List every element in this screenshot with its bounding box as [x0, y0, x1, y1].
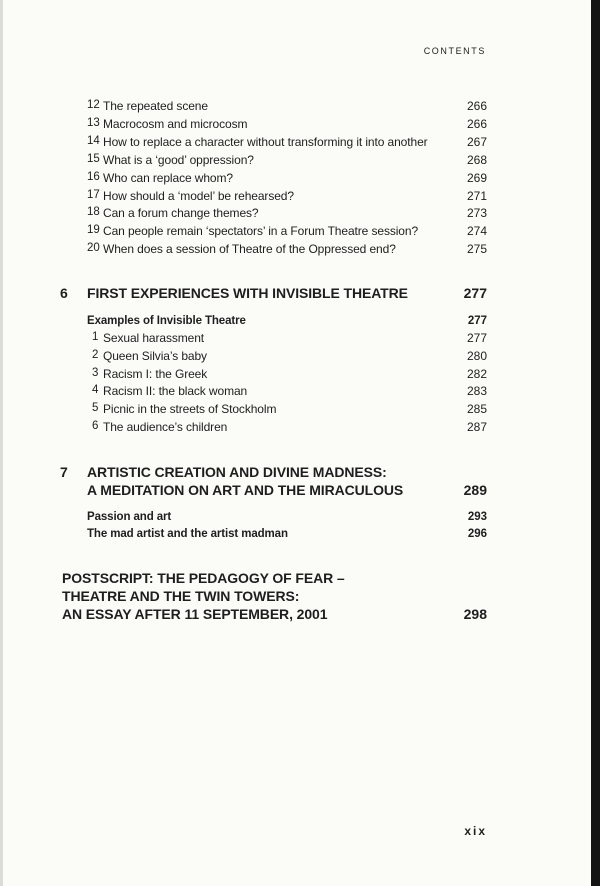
chapter-7-entry-line2 [0, 482, 600, 500]
toc-entry [0, 331, 600, 349]
entry-number: 20 [87, 242, 100, 255]
entry-title: How should a ‘model’ be rehearsed? [103, 188, 294, 203]
toc-entry [0, 135, 600, 153]
chapter-6-entry [0, 285, 600, 303]
entry-title: Picnic in the streets of Stockholm [103, 402, 277, 417]
entry-number: 2 [92, 348, 99, 361]
entry-page: 287 [466, 420, 487, 434]
toc-entry [0, 349, 600, 367]
entry-page: 275 [466, 242, 487, 257]
entry-title: The repeated scene [103, 99, 208, 113]
postscript-title-line2: THEATRE AND THE TWIN TOWERS: [62, 588, 300, 604]
entry-title: Can people remain ‘spectators’ in a Forum Theatre session? [103, 224, 419, 239]
entry-page: 277 [466, 331, 487, 345]
entry-number: 17 [87, 188, 100, 201]
subheading-title: Examples of Invisible Theatre [87, 315, 246, 327]
postscript-line3 [0, 606, 600, 624]
chapter-title: FIRST EXPERIENCES WITH INVISIBLE THEATRE [87, 285, 408, 301]
entry-page: 282 [466, 366, 487, 381]
postscript-line2 [0, 588, 600, 606]
toc-entry [0, 206, 600, 224]
entry-number: 16 [87, 170, 100, 183]
toc-entry [0, 189, 600, 207]
entry-page: 285 [466, 402, 487, 417]
chapter-title-line2: A MEDITATION ON ART AND THE MIRACULOUS [87, 482, 404, 498]
entry-page: 267 [466, 134, 487, 149]
entry-page: 274 [466, 224, 487, 239]
entry-title: What is a ‘good’ oppression? [103, 152, 254, 167]
entry-title: How to replace a character without transforming it into another [103, 134, 428, 149]
toc-entry [0, 367, 600, 385]
entry-page: 268 [466, 152, 487, 167]
chapter-page: 277 [463, 285, 487, 301]
entry-title: Macrocosm and microcosm [103, 116, 248, 131]
entry-number: 13 [87, 116, 100, 129]
running-head: CONTENTS [423, 46, 486, 56]
entry-title: When does a session of Theatre of the Oppressed end? [103, 242, 396, 257]
entry-number: 3 [92, 366, 99, 379]
entry-title: The audience’s children [103, 420, 228, 434]
toc-entry [0, 224, 600, 242]
toc-entry [0, 384, 600, 402]
toc-entry [0, 153, 600, 171]
entry-page: 266 [466, 116, 487, 131]
entry-number: 4 [92, 384, 99, 397]
toc-entry [0, 402, 600, 420]
subheading-title: The mad artist and the artist madman [87, 528, 288, 540]
entry-title: Sexual harassment [103, 331, 205, 345]
subheading-page: 277 [467, 315, 487, 327]
postscript-line1 [0, 570, 600, 588]
toc-entry [0, 420, 600, 438]
page-number: xix [464, 824, 487, 838]
chapter-7-entry [0, 464, 600, 482]
chapter-number: 6 [60, 285, 68, 301]
entry-page: 266 [466, 99, 487, 113]
toc-entry [0, 171, 600, 189]
subheading-page: 293 [467, 511, 487, 523]
entry-number: 18 [87, 206, 100, 219]
entry-title: Racism II: the black woman [103, 384, 248, 399]
entry-number: 5 [92, 402, 99, 415]
entry-number: 14 [87, 134, 100, 147]
chapter-number: 7 [60, 464, 68, 480]
postscript-page: 298 [463, 606, 487, 622]
subheading-page: 296 [467, 528, 487, 540]
toc-entry [0, 117, 600, 135]
entry-page: 269 [466, 170, 487, 185]
subheading-entry [0, 528, 600, 546]
subheading-title: Passion and art [87, 511, 172, 523]
toc-entry [0, 242, 600, 260]
chapter-page: 289 [463, 482, 487, 498]
entry-page: 283 [466, 384, 487, 399]
entry-title: Queen Silvia’s baby [103, 348, 207, 363]
entry-title: Racism I: the Greek [103, 366, 208, 381]
entry-number: 19 [87, 224, 100, 237]
subheading-entry [0, 511, 600, 529]
entry-number: 15 [87, 152, 100, 165]
postscript-title-line1: POSTSCRIPT: THE PEDAGOGY OF FEAR – [62, 570, 345, 586]
entry-title: Can a forum change themes? [103, 206, 259, 221]
entry-page: 271 [466, 188, 487, 203]
entry-page: 273 [466, 206, 487, 221]
entry-number: 1 [92, 331, 99, 343]
entry-number: 6 [92, 420, 99, 432]
chapter-title-line1: ARTISTIC CREATION AND DIVINE MADNESS: [87, 464, 387, 480]
postscript-title-line3: AN ESSAY AFTER 11 SEPTEMBER, 2001 [62, 606, 328, 622]
entry-page: 280 [466, 348, 487, 363]
entry-number: 12 [87, 99, 100, 111]
toc-entry [0, 99, 600, 117]
entry-title: Who can replace whom? [103, 170, 233, 185]
